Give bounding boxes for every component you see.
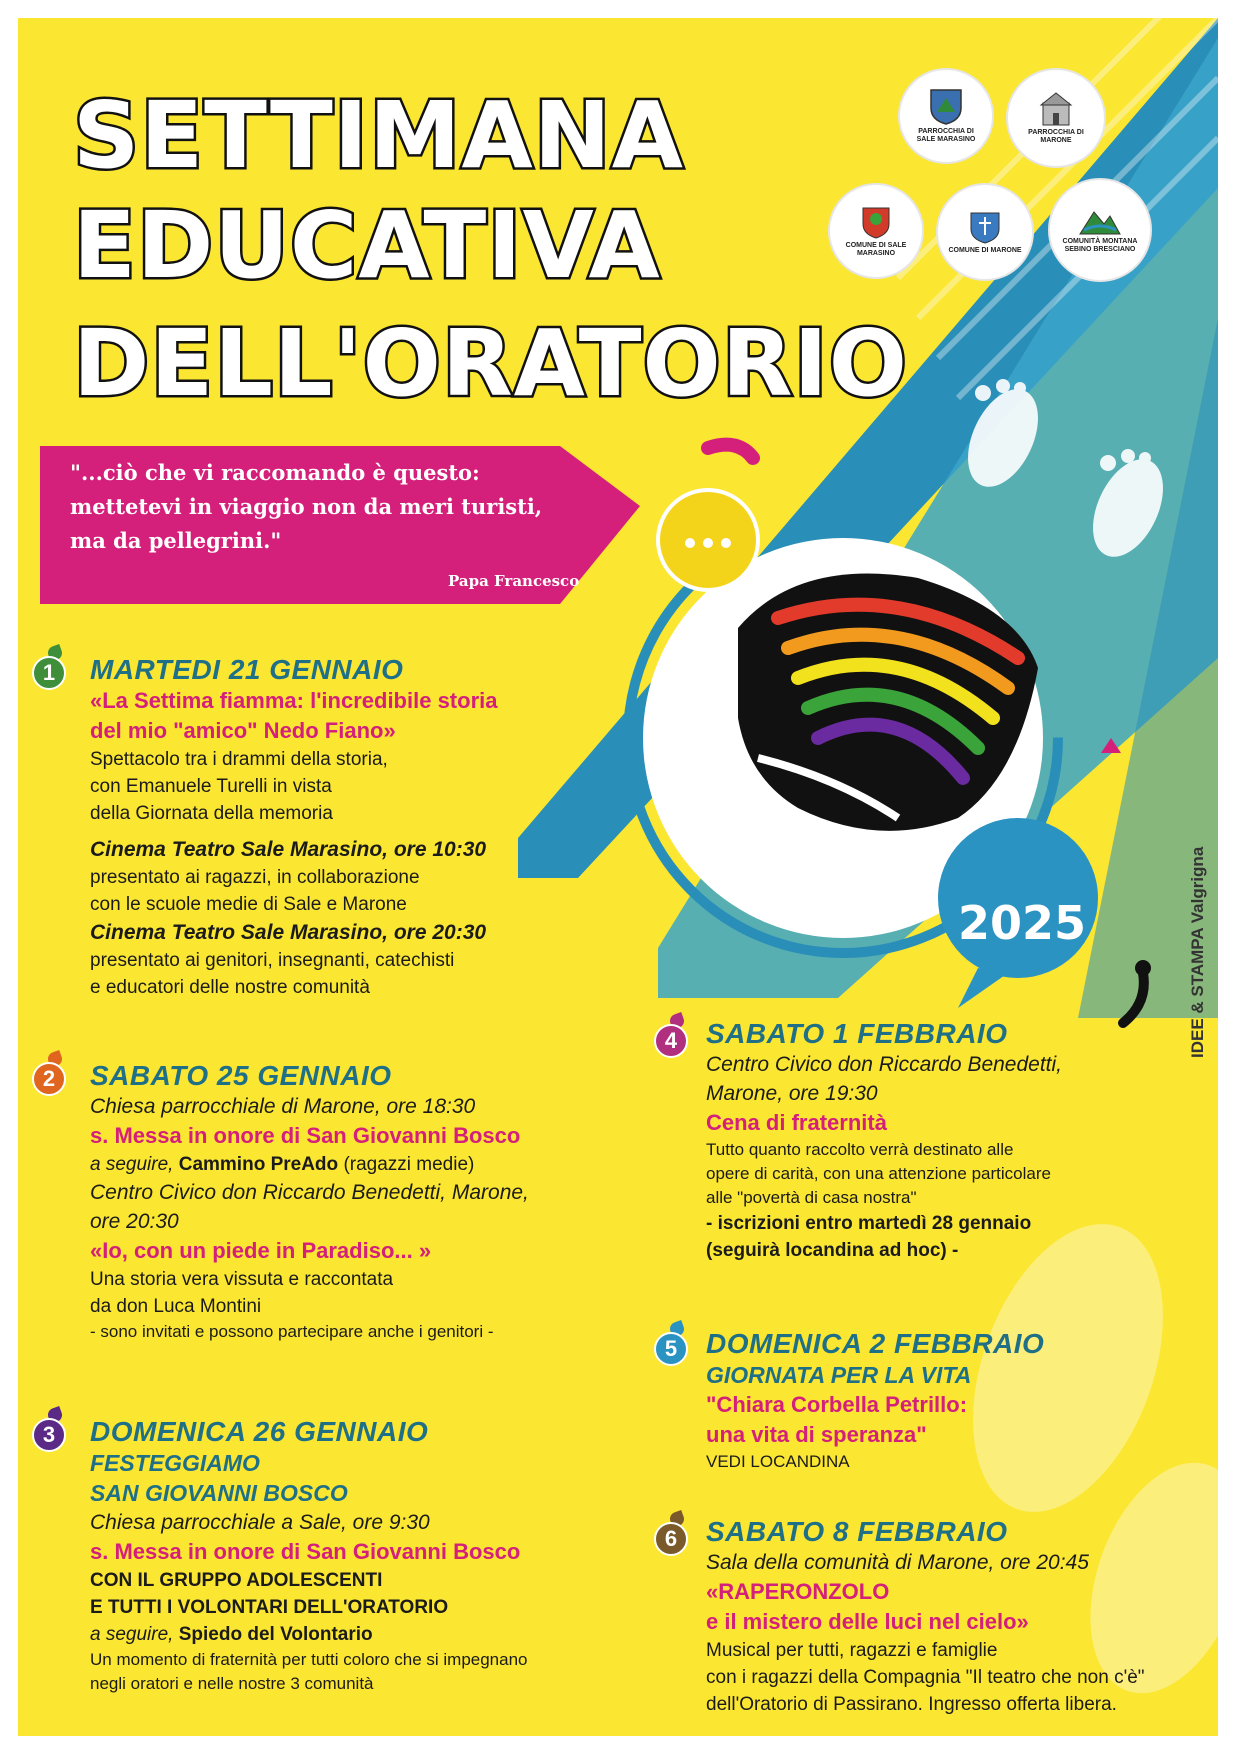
- event-title: «Io, con un piede in Paradiso... »: [90, 1238, 432, 1263]
- event-place: Marone, ore 19:30: [706, 1082, 878, 1105]
- event-date: DOMENICA 26 GENNAIO: [90, 1416, 429, 1447]
- shield-icon: [929, 88, 963, 126]
- event-desc: negli oratori e nelle nostre 3 comunità: [90, 1674, 374, 1693]
- event-note: - sono invitati e possono partecipare anche i genitori -: [90, 1322, 494, 1341]
- mountain-icon: [1078, 206, 1122, 236]
- event-desc: Musical per tutti, ragazzi e famiglie: [706, 1640, 998, 1661]
- logo-comune-sale: COMUNE DI SALE MARASINO: [828, 183, 924, 279]
- event-place: Cinema Teatro Sale Marasino, ore 10:30: [90, 838, 487, 861]
- event-title: s. Messa in onore di San Giovanni Bosco: [90, 1539, 521, 1564]
- event-desc: Una storia vera vissuta e raccontata: [90, 1269, 394, 1290]
- follow-bold: Spiedo del Volontario: [178, 1624, 373, 1645]
- event-place: Chiesa parrocchiale di Marone, ore 18:30: [90, 1095, 476, 1118]
- event-2: [90, 1060, 529, 1344]
- event-desc: Tutto quanto raccolto verrà destinato alle: [706, 1140, 1014, 1159]
- event-subtitle: FESTEGGIAMO: [90, 1450, 260, 1476]
- quote-line-2: mettetevi in viaggio non da meri turisti,: [70, 494, 543, 519]
- event-3: [90, 1416, 528, 1696]
- event-note: presentato ai genitori, insegnanti, catechisti: [90, 950, 455, 971]
- title-line-3: DELL'ORATORIO: [73, 310, 908, 417]
- event-desc: dell'Oratorio di Passirano. Ingresso offerta libera.: [706, 1694, 1117, 1715]
- follow-rest: (ragazzi medie): [343, 1154, 475, 1175]
- event-note: e educatori delle nostre comunità: [90, 977, 370, 998]
- crest-icon: [969, 209, 1001, 245]
- event-date: SABATO 25 GENNAIO: [90, 1060, 392, 1091]
- event-5: [706, 1328, 1044, 1474]
- event-subtitle: GIORNATA PER LA VITA: [706, 1362, 972, 1388]
- event-title: «RAPERONZOLO: [706, 1579, 890, 1604]
- event-bold: - iscrizioni entro martedì 28 gennaio: [706, 1213, 1032, 1234]
- event-bold: E TUTTI I VOLONTARI DELL'ORATORIO: [90, 1597, 449, 1618]
- event-number-badge: 3: [32, 1418, 66, 1452]
- quote-text: [70, 456, 630, 558]
- follow-prefix: a seguire,: [90, 1154, 174, 1175]
- title-line-2: EDUCATIVA: [73, 192, 661, 299]
- event-place: Chiesa parrocchiale a Sale, ore 9:30: [90, 1511, 430, 1534]
- event-number-badge: 6: [654, 1522, 688, 1556]
- quote-line-3: ma da pellegrini.": [70, 528, 282, 553]
- quote-line-1: "...ciò che vi raccomando è questo:: [70, 460, 480, 485]
- event-desc: alle "povertà di casa nostra": [706, 1188, 917, 1207]
- printer-stamp: IDEE & STAMPA Valgrigna: [1188, 846, 1207, 1058]
- logo-parrocchia-sale: PARROCCHIA DI SALE MARASINO: [898, 68, 994, 164]
- event-note: con le scuole medie di Sale e Marone: [90, 894, 407, 915]
- event-bold: CON IL GRUPPO ADOLESCENTI: [90, 1570, 383, 1591]
- event-place: ore 20:30: [90, 1210, 179, 1233]
- event-desc: VEDI LOCANDINA: [706, 1452, 850, 1471]
- event-desc: con Emanuele Turelli in vista: [90, 776, 332, 797]
- event-number-badge: 1: [32, 656, 66, 690]
- event-note: presentato ai ragazzi, in collaborazione: [90, 867, 420, 888]
- event-date: MARTEDI 21 GENNAIO: [90, 654, 404, 685]
- event-place: Sala della comunità di Marone, ore 20:45: [706, 1551, 1089, 1574]
- event-desc: con i ragazzi della Compagnia "Il teatro che non c'è": [706, 1667, 1145, 1688]
- poster: [18, 18, 1218, 1736]
- event-subtitle: SAN GIOVANNI BOSCO: [90, 1480, 348, 1506]
- event-title: e il mistero delle luci nel cielo»: [706, 1609, 1029, 1634]
- follow-prefix: a seguire,: [90, 1624, 174, 1645]
- event-bold: (seguirà locandina ad hoc) -: [706, 1240, 959, 1261]
- event-number-badge: 5: [654, 1332, 688, 1366]
- event-desc: della Giornata della memoria: [90, 803, 333, 824]
- event-title: del mio "amico" Nedo Fiano»: [90, 718, 396, 743]
- event-number-badge: 2: [32, 1062, 66, 1096]
- event-date: SABATO 1 FEBBRAIO: [706, 1018, 1008, 1049]
- logo-comunita-montana: COMUNITÀ MONTANA SEBINO BRESCIANO: [1048, 178, 1152, 282]
- logo-parrocchia-marone: PARROCCHIA DI MARONE: [1006, 68, 1106, 168]
- logo-comune-marone: COMUNE DI MARONE: [936, 183, 1034, 281]
- event-title: una vita di speranza": [706, 1422, 927, 1447]
- event-title: "Chiara Corbella Petrillo:: [706, 1392, 968, 1417]
- quote-mark-icon: [708, 445, 753, 458]
- event-title: «La Settima fiamma: l'incredibile storia: [90, 688, 498, 713]
- event-desc: opere di carità, con una attenzione particolare: [706, 1164, 1051, 1183]
- follow-bold: Cammino PreAdo: [178, 1154, 339, 1175]
- year-label: 2025: [958, 896, 1087, 950]
- event-6: [706, 1516, 1145, 1718]
- event-date: DOMENICA 2 FEBBRAIO: [706, 1328, 1045, 1359]
- event-desc: da don Luca Montini: [90, 1296, 262, 1317]
- event-title: Cena di fraternità: [706, 1110, 887, 1135]
- event-place: Centro Civico don Riccardo Benedetti,: [706, 1053, 1063, 1076]
- event-date: SABATO 8 FEBBRAIO: [706, 1516, 1008, 1547]
- crest-icon: [861, 204, 891, 240]
- event-4: [706, 1018, 1062, 1264]
- event-1: [90, 654, 497, 1001]
- title-line-1: SETTIMANA: [73, 82, 684, 189]
- event-place: Cinema Teatro Sale Marasino, ore 20:30: [90, 921, 487, 944]
- event-desc: Un momento di fraternità per tutti coloro che si impegnano: [90, 1650, 528, 1669]
- church-icon: [1037, 91, 1075, 127]
- event-title: s. Messa in onore di San Giovanni Bosco: [90, 1123, 521, 1148]
- event-place: Centro Civico don Riccardo Benedetti, Marone,: [90, 1181, 529, 1204]
- event-number-badge: 4: [654, 1024, 688, 1058]
- event-desc: Spettacolo tra i drammi della storia,: [90, 749, 388, 770]
- quote-author: Papa Francesco: [448, 572, 580, 590]
